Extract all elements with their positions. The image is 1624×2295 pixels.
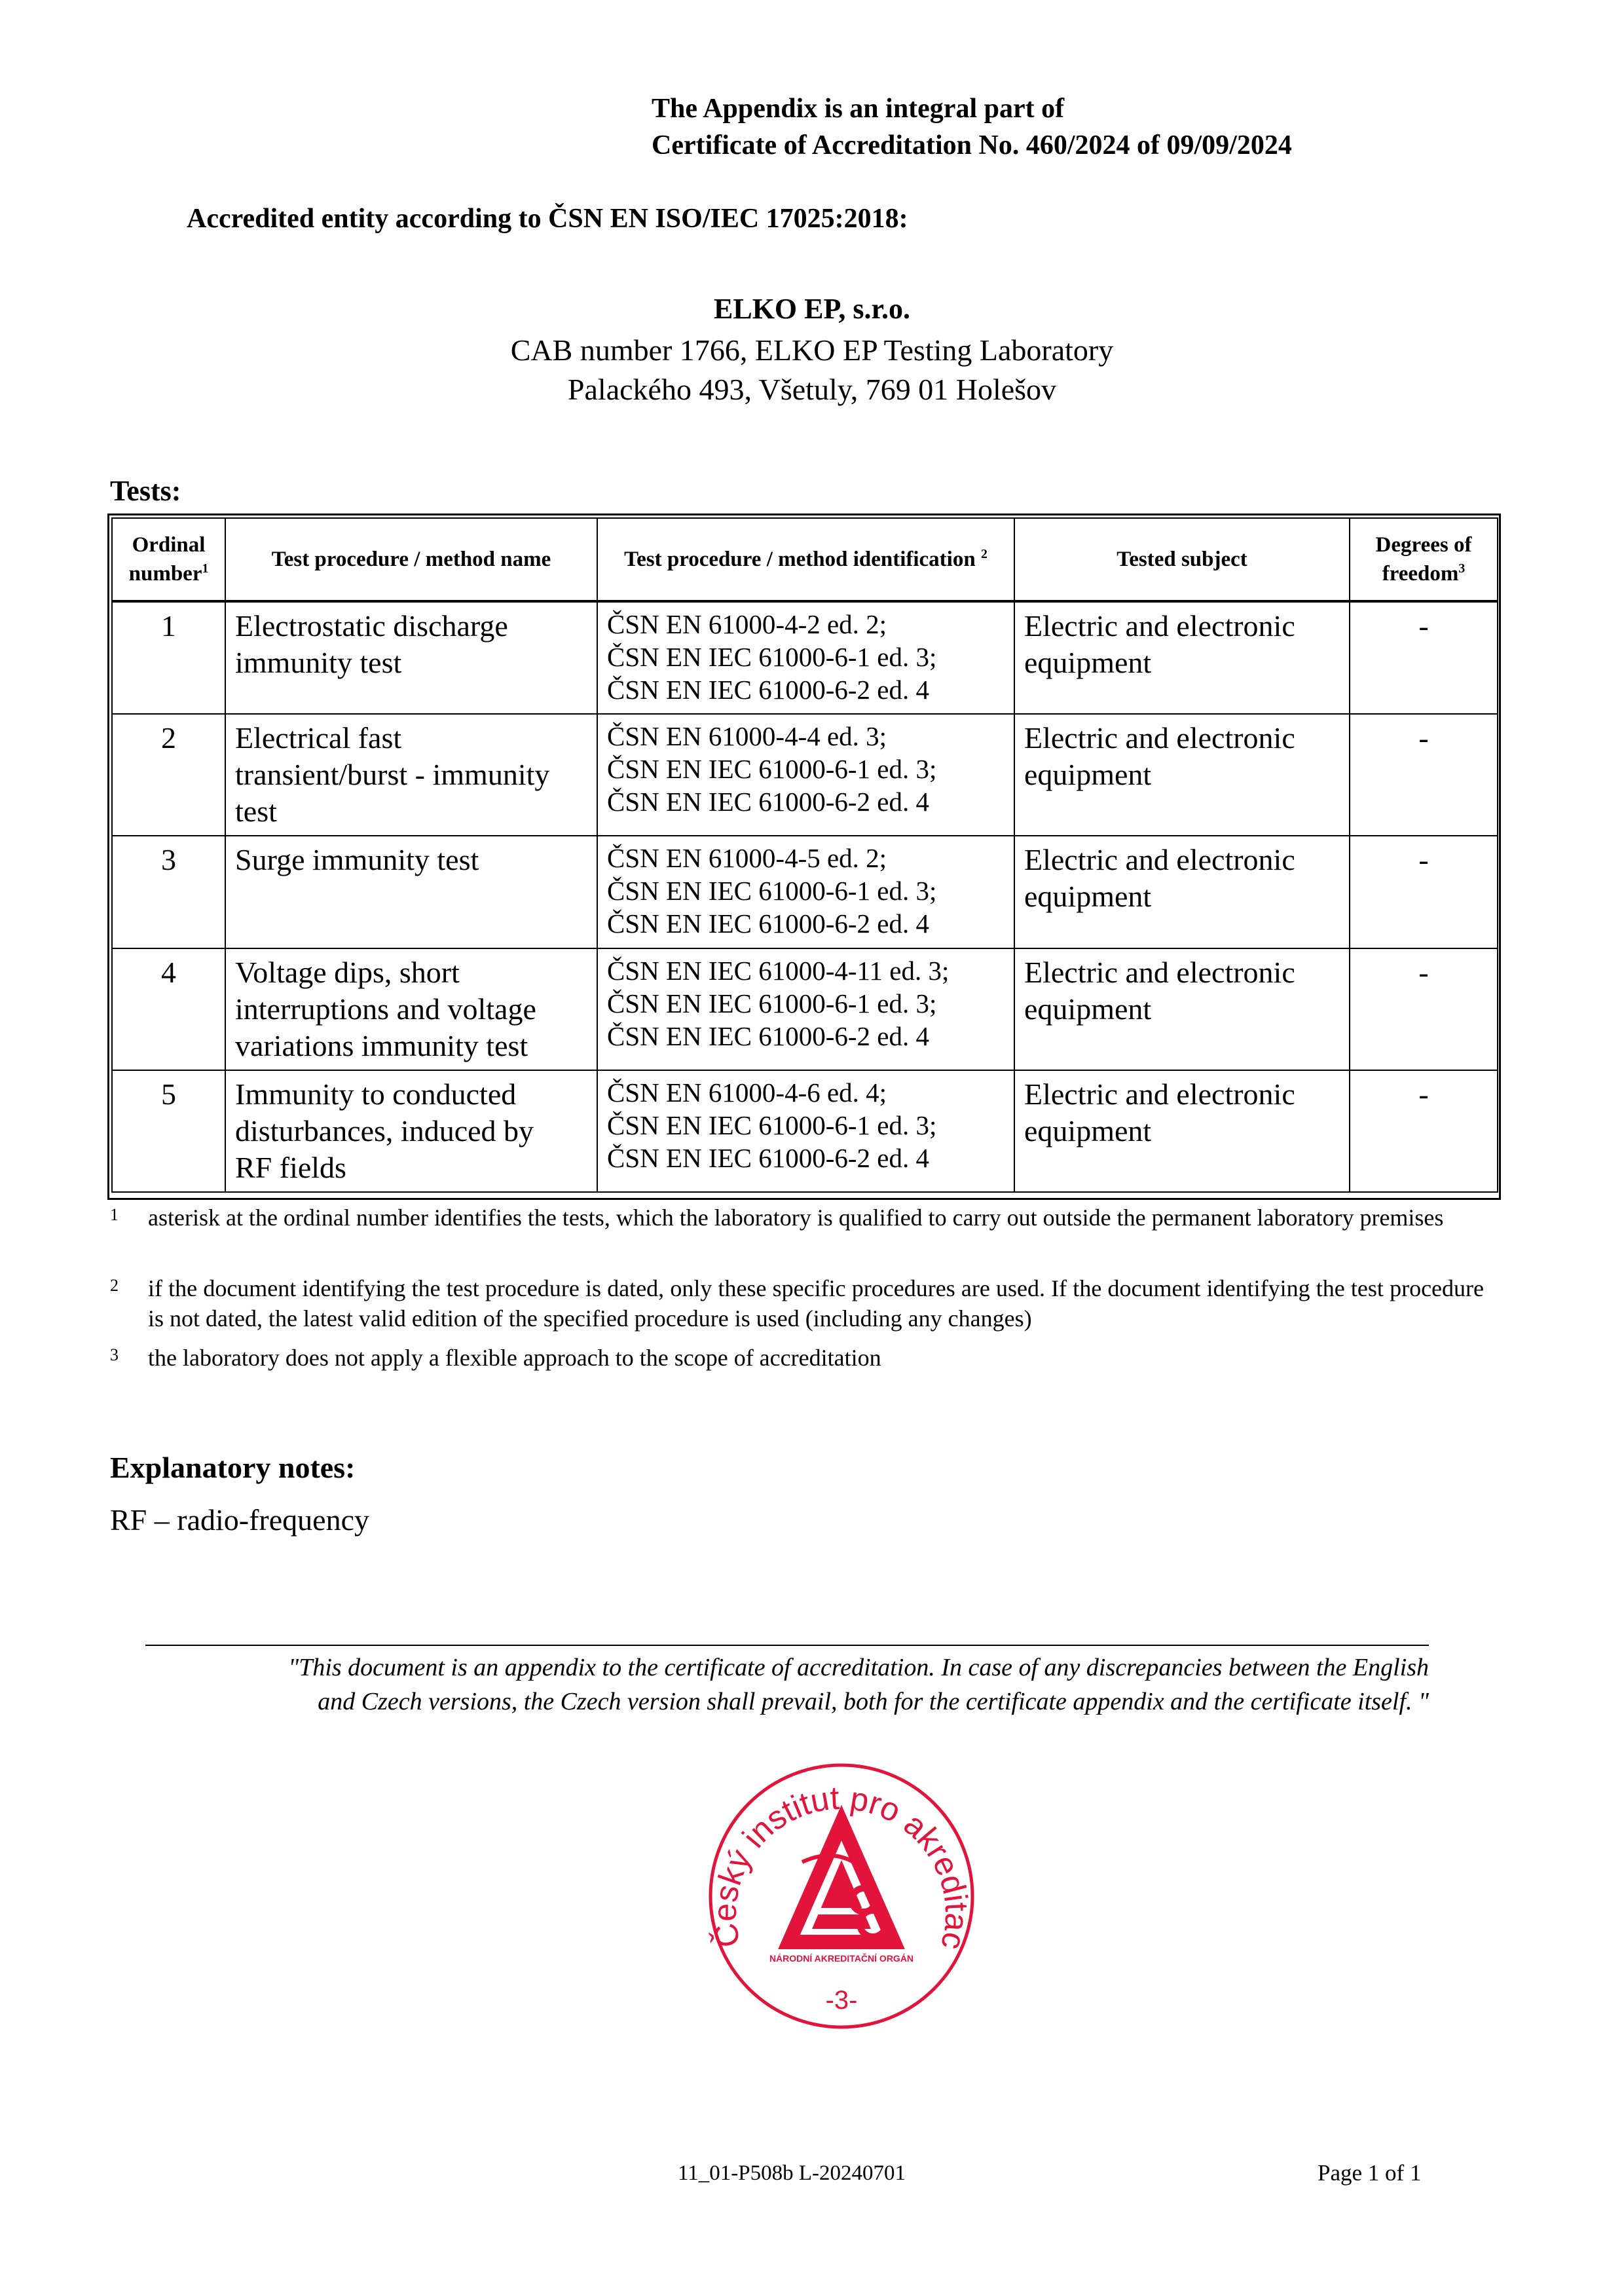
disclaimer-divider [145,1645,1429,1646]
cell-method-id: ČSN EN 61000-4-4 ed. 3; ČSN EN IEC 61000-6-1 ed. 3; ČSN EN IEC 61000-6-2 ed. 4 [597,714,1014,836]
accredited-entity-heading: Accredited entity according to ČSN EN ISO/IEC 17025:2018: [187,204,908,234]
table-row [112,714,1498,836]
cell-degrees: - [1350,1070,1498,1192]
explanatory-notes-heading: Explanatory notes: [110,1451,356,1484]
stamp-inner-text: NÁRODNÍ AKREDITAČNÍ ORGÁN [769,1953,914,1964]
header-subject: Tested subject [1014,518,1350,601]
cell-subject: Electric and electronic equipment [1014,836,1350,948]
header-ordinal: Ordinal number$^1$ [112,518,225,601]
header-method-id: Test procedure / method identification $^2$ [597,518,1014,601]
footnote-text: asterisk at the ordinal number identifies the tests, which the laboratory is qualified to carry out outside the permanent laboratory premises [148,1204,1444,1231]
cell-subject: Electric and electronic equipment [1014,714,1350,836]
cell-method-name: Immunity to conducted disturbances, induced by RF fields [225,1070,597,1192]
accreditation-stamp [704,1745,979,2053]
page-number: Page 1 of 1 [1318,2160,1422,2186]
entity-address: Palackého 493, Všetuly, 769 01 Holešov [567,373,1057,406]
header-line-2: Certificate of Accreditation No. 460/2024 of 09/09/2024 [652,130,1292,160]
table-row [112,601,1498,714]
cell-degrees: - [1350,836,1498,948]
footnote-mark: 1 [110,1205,119,1224]
cell-method-id: ČSN EN 61000-4-2 ed. 2; ČSN EN IEC 61000-6-1 ed. 3; ČSN EN IEC 61000-6-2 ed. 4 [597,601,1014,714]
explanatory-note-item: RF – radio-frequency [110,1503,369,1537]
cell-ordinal: 1 [112,601,225,714]
cell-ordinal: 2 [112,714,225,836]
cell-ordinal: 5 [112,1070,225,1192]
cell-degrees: - [1350,948,1498,1070]
stamp-number: -3- [825,1986,858,2015]
cell-method-id: ČSN EN IEC 61000-4-11 ed. 3; ČSN EN IEC 61000-6-1 ed. 3; ČSN EN IEC 61000-6-2 ed. 4 [597,948,1014,1070]
cell-degrees: - [1350,601,1498,714]
header-method-name: Test procedure / method name [225,518,597,601]
cell-subject: Electric and electronic equipment [1014,1070,1350,1192]
appendix-header [652,90,1292,164]
cell-degrees: - [1350,714,1498,836]
footnote-text: the laboratory does not apply a flexible approach to the scope of accreditation [148,1345,881,1371]
cell-subject: Electric and electronic equipment [1014,948,1350,1070]
cell-method-id: ČSN EN 61000-4-6 ed. 4; ČSN EN IEC 61000-6-1 ed. 3; ČSN EN IEC 61000-6-2 ed. 4 [597,1070,1014,1192]
table-row [112,836,1498,948]
tests-heading: Tests: [110,475,181,507]
table-header-row [112,518,1498,601]
entity-cab: CAB number 1766, ELKO EP Testing Laboratory [510,333,1114,367]
cell-ordinal: 4 [112,948,225,1070]
cell-subject: Electric and electronic equipment [1014,601,1350,714]
header-degrees: Degrees of freedom$^3$ [1350,518,1498,601]
table-row [112,1070,1498,1192]
tests-table [111,517,1498,1193]
cell-method-id: ČSN EN 61000-4-5 ed. 2; ČSN EN IEC 61000-6-1 ed. 3; ČSN EN IEC 61000-6-2 ed. 4 [597,836,1014,948]
stamp-seal-icon [704,1745,979,2053]
stamp-ring-text: Český institut pro akreditac [706,1780,976,1954]
cell-method-name: Electrical fast transient/burst - immunity test [225,714,597,836]
document-code: 11_01-P508b L-20240701 [678,2161,906,2185]
cell-method-name: Electrostatic discharge immunity test [225,601,597,714]
entity-name: ELKO EP, s.r.o. [714,293,910,325]
footnote-mark: 3 [110,1345,119,1364]
table-row [112,948,1498,1070]
footnote-mark: 2 [110,1276,119,1295]
footnote-text: if the document identifying the test procedure is dated, only these specific procedures are used. If the document identifying the test procedure is not dated, the latest valid edition of the specified procedure is used (including any changes) [148,1275,1484,1332]
cell-ordinal: 3 [112,836,225,948]
header-line-1: The Appendix is an integral part of [652,94,1065,124]
cell-method-name: Voltage dips, short interruptions and voltage variations immunity test [225,948,597,1070]
disclaimer-text [145,1651,1429,1719]
cell-method-name: Surge immunity test [225,836,597,948]
disclaimer-line-2: and Czech versions, the Czech version shall prevail, both for the certificate appendix and the certificate itself. " [318,1688,1429,1715]
disclaimer-line-1: "This document is an appendix to the certificate of accreditation. In case of any discrepancies between the English [288,1654,1429,1681]
